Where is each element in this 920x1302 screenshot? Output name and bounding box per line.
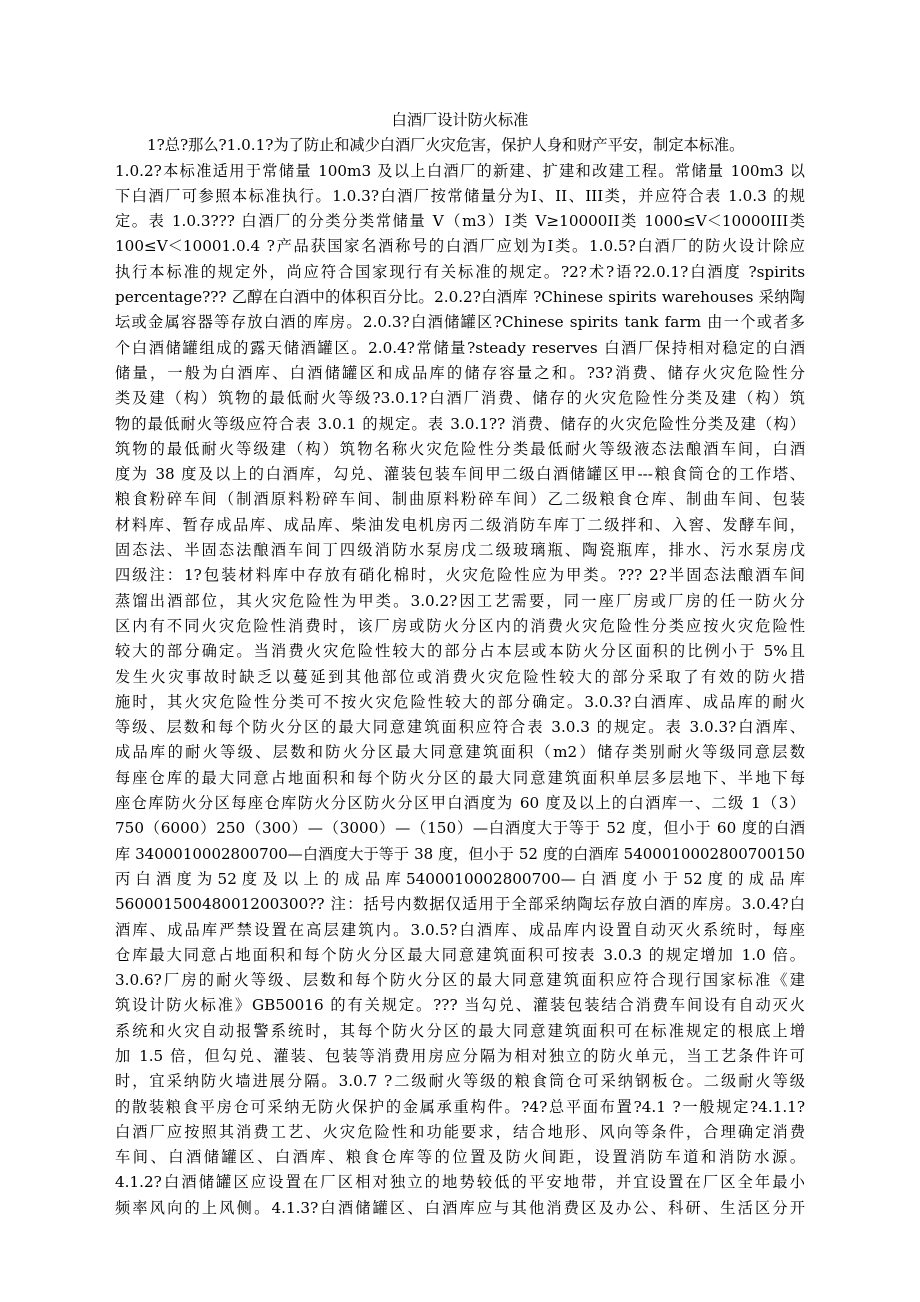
body-text-line: percentage??? 乙醇在白酒中的体积百分比。2.0.2?白酒库 ?Chinese spirits warehouses 采纳陶 — [115, 288, 805, 307]
body-text-line: 区内有不同火灾危险性消费时，该厂房或防火分区内的消费火灾危险性分类应按火灾危险性 — [115, 616, 805, 635]
body-text-line: 1.0.2?本标准适用于常储量 100m3 及以上白酒厂的新建、扩建和改建工程。常储量 100m3 以 — [115, 161, 805, 180]
body-text-line: 频率风向的上风侧。4.1.3?白酒储罐区、白酒库应与其他消费区及办公、科研、生活区分开 — [115, 1198, 805, 1217]
body-text-line: 筑设计防火标准》GB50016 的有关规定。??? 当勾兑、灌装包装结合消费车间设有自动灭火 — [115, 996, 805, 1015]
body-text-line: 物的最低耐火等级应符合表 3.0.1 的规定。表 3.0.1?? 消费、储存的火灾危险性分类及建（构） — [115, 414, 805, 433]
body-text-line: 施时，其火灾危险性分类可不按火灾危险性较大的部分确定。3.0.3?白酒库、成品库的耐火 — [115, 692, 805, 711]
body-text-line: 粮食粉碎车间（制酒原料粉碎车间、制曲原料粉碎车间）乙二级粮食仓库、制曲车间、包装 — [115, 490, 805, 509]
body-text-line: 白酒厂应按照其消费工艺、火灾危险性和功能要求，结合地形、风向等条件，合理确定消费 — [115, 1122, 805, 1141]
body-text-line: 定。表 1.0.3??? 白酒厂的分类分类常储量 V（m3）I类 V≥10000II类 1000≤V＜10000III类 — [115, 212, 805, 231]
body-text-line: 固态法、半固态法酿酒车间丁四级消防水泵房戊二级玻璃瓶、陶瓷瓶库，排水、污水泵房戊 — [115, 541, 805, 560]
body-text-line: 系统和火灾自动报警系统时，其每个防火分区的最大同意建筑面积可在标准规定的根底上增 — [115, 1021, 805, 1040]
body-text-line: 加 1.5 倍，但勾兑、灌装、包装等消费用房应分隔为相对独立的防火单元，当工艺条件许可 — [115, 1046, 805, 1065]
body-text-line: 每座仓库的最大同意占地面积和每个防火分区的最大同意建筑面积单层多层地下、半地下每 — [115, 768, 805, 787]
body-text-line: 蒸馏出酒部位，其火灾危险性为甲类。3.0.2?因工艺需要，同一座厂房或厂房的任一防火分 — [115, 591, 805, 610]
body-text-line: 100≤V＜10001.0.4 ?产品获国家名酒称号的白酒厂应划为I类。1.0.5?白酒厂的防火设计除应 — [115, 237, 805, 256]
body-text-line: 坛或金属容器等存放白酒的库房。2.0.3?白酒储罐区?Chinese spirits tank farm 由一个或者多 — [115, 313, 805, 332]
body-text-line: 度为 38 度及以上的白酒库，勾兑、灌装包装车间甲二级白酒储罐区甲---粮食筒仓的工作塔、 — [115, 465, 805, 484]
body-text-line: 类及建（构）筑物的最低耐火等级?3.0.1?白酒厂消费、储存的火灾危险性分类及建（构）筑 — [115, 389, 805, 408]
body-text-line: 3.0.6?厂房的耐火等级、层数和每个防火分区的最大同意建筑面积应符合现行国家标准《建 — [115, 971, 805, 990]
body-text-line: 发生火灾事故时缺乏以蔓延到其他部位或消费火灾危险性较大的部分采取了有效的防火措 — [115, 667, 805, 686]
body-text-line: 较大的部分确定。当消费火灾危险性较大的部分占本层或本防火分区面积的比例小于 5%且 — [115, 642, 805, 661]
body-text-line: 筑物的最低耐火等级建（构）筑物名称火灾危险性分类最低耐火等级液态法酿酒车间，白酒 — [115, 439, 805, 458]
body-text-line: 等级、层数和每个防火分区的最大同意建筑面积应符合表 3.0.3 的规定。表 3.0.3?白酒库、 — [115, 718, 805, 737]
body-text-line: 750（6000）250（300）—（3000）—（150）—白酒度大于等于 52 度，但小于 60 度的白酒 — [115, 819, 805, 838]
document-body — [115, 133, 805, 1221]
body-text-line: 个白酒储罐组成的露天储酒罐区。2.0.4?常储量?steady reserves 白酒厂保持相对稳定的白酒 — [115, 338, 805, 357]
body-text-line: 材料库、暂存成品库、成品库、柴油发电机房丙二级消防车库丁二级拌和、入窖、发酵车间， — [115, 515, 805, 534]
body-text-line: 执行本标准的规定外，尚应符合国家现行有关标准的规定。?2?术?语?2.0.1?白酒度 ?spirits — [115, 262, 805, 281]
body-text-line: 4.1.2?白酒储罐区应设置在厂区相对独立的地势较低的平安地带，并宜设置在厂区全年最小 — [115, 1173, 805, 1192]
body-text-line: 下白酒厂可参照本标准执行。1.0.3?白酒厂按常储量分为I、II、III类，并应符合表 1.0.3 的规 — [115, 186, 805, 205]
body-text-line: 丙 白 酒 度 为 52 度 及 以 上 的 成 品 库 5400010002800700— 白 酒 度 小 于 52 度 的 成 品 库 — [115, 869, 805, 888]
document-title: 白酒厂设计防火标准 — [391, 111, 529, 129]
document-page — [115, 108, 805, 1221]
body-text-line: 酒库、成品库严禁设置在高层建筑内。3.0.5?白酒库、成品库内设置自动灭火系统时，每座 — [115, 920, 805, 939]
body-text-line: 仓库最大同意占地面积和每个防火分区最大同意建筑面积可按表 3.0.3 的规定增加 1.0 倍。 — [115, 945, 805, 964]
body-text-line: 座仓库防火分区每座仓库防火分区防火分区甲白酒度为 60 度及以上的白酒库一、二级 1（3） — [115, 794, 805, 813]
body-text-line: 的散装粮食平房仓可采纳无防火保护的金属承重构件。?4?总平面布置?4.1 ?一般规定?4.1.1? — [115, 1097, 805, 1116]
body-text-line: 56000150048001200300?? 注：括号内数据仅适用于全部采纳陶坛存放白酒的库房。3.0.4?白 — [115, 895, 805, 914]
body-text-line: 1?总?那么?1.0.1?为了防止和减少白酒厂火灾危害，保护人身和财产平安，制定本标准。 — [147, 136, 745, 155]
body-text-line: 时，宜采纳防火墙进展分隔。3.0.7 ?二级耐火等级的粮食筒仓可采纳钢板仓。二级耐火等级 — [115, 1072, 805, 1091]
body-text-line: 车间、白酒储罐区、白酒库、粮食仓库等的位置及防火间距，设置消防车道和消防水源。 — [115, 1148, 805, 1167]
body-text-line: 库 3400010002800700—白酒度大于等于 38 度，但小于 52 度的白酒库 5400010002800700150 — [115, 844, 805, 863]
body-text-line: 储量，一般为白酒库、白酒储罐区和成品库的储存容量之和。?3?消费、储存火灾危险性分 — [115, 363, 805, 382]
body-text-line: 成品库的耐火等级、层数和防火分区最大同意建筑面积（m2）储存类别耐火等级同意层数 — [115, 743, 805, 762]
body-text-line: 四级注：1?包装材料库中存放有硝化棉时，火灾危险性应为甲类。??? 2?半固态法酿酒车间 — [115, 566, 805, 585]
